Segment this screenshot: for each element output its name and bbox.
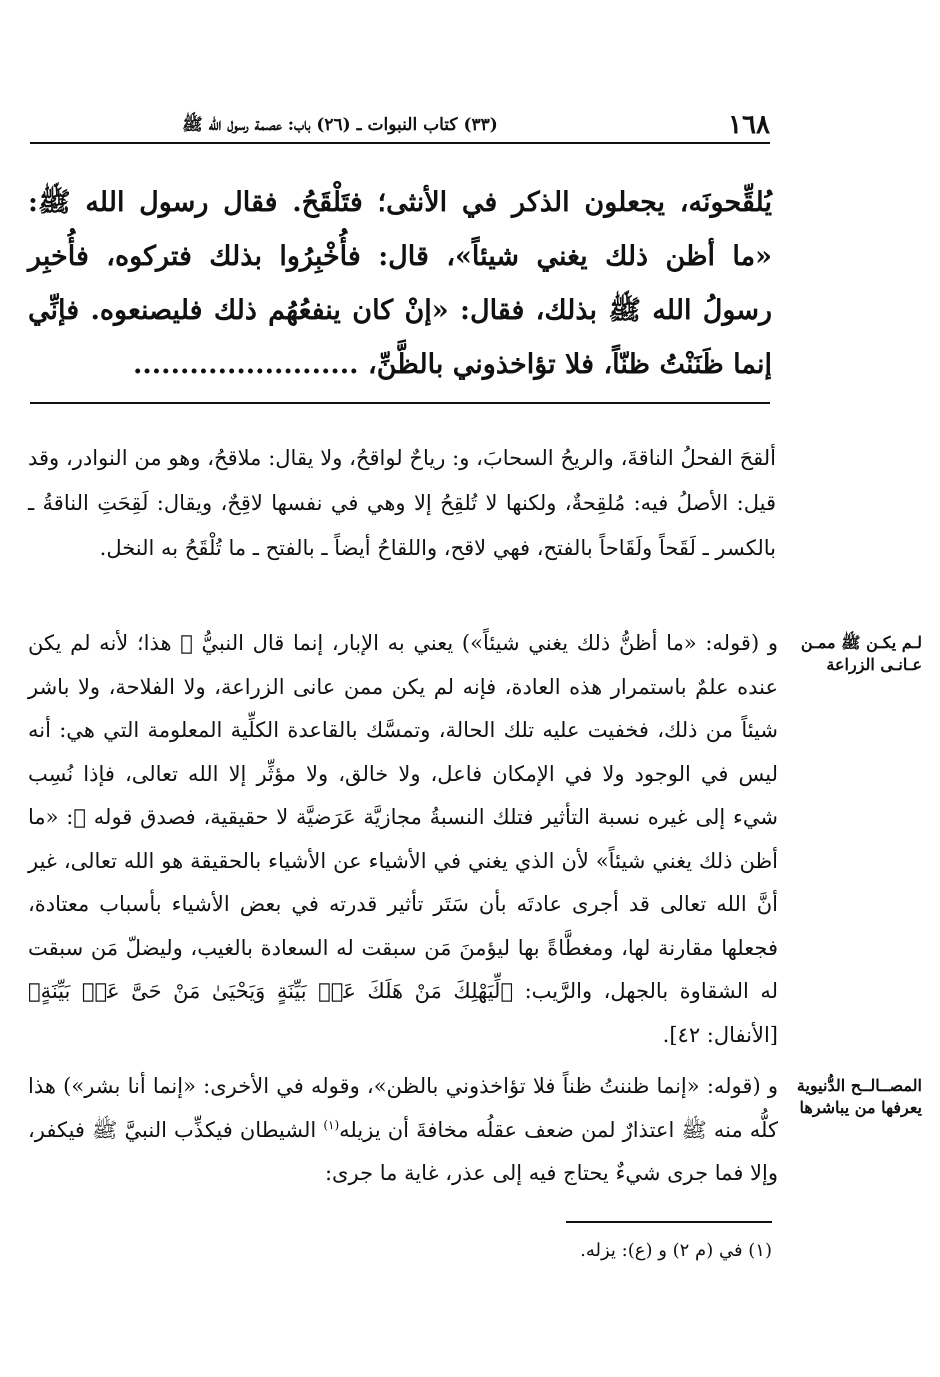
page-header	[30, 108, 770, 144]
running-title: (٣٣) كتاب النبوات ـ (٢٦) باب: عصمة رسول الله ﷺ	[182, 115, 498, 135]
footnote-divider	[566, 1221, 772, 1223]
marginal-heading-agriculture: لـم يكـن ﷺ ممـن عـانـى الزراعة	[800, 633, 922, 674]
marginal-heading-worldly-interests: المصــالــح الدُّنيوية يعرفها من يباشرها	[796, 1076, 922, 1117]
commentary-paragraph-1: و (قوله: «ما أظنُّ ذلك يغني شيئاً») يعني به الإبار، إنما قال النبيُّ ﷺ هذا؛ لأنه لم يكن عنده علمٌ باستمرار هذه العادة، فإنه لم يكن ممن عانى الزراعة، ولا الفلاحة، ولا باشر شيئاً من ذلك، فخفيت عليه تلك الحالة، وتمسَّك بالقاعدة الكلِّية المعلومة التي هي: أنه ليس في الوجود ولا في الإمكان فاعل، ولا خالق، ولا مؤثِّر إلا الله تعالى، فإذا نُسِب شيء إلى غيره نسبة التأثير فتلك النسبةُ مجازيَّة عَرَضيَّة لا حقيقية، فصدق قوله ﷺ: «ما أظن ذلك يغني شيئاً» لأن الذي يغني في الأشياء عن الأشياء بالحقيقة هو الله تعالى، غير أنَّ الله تعالى قد أجرى عادتَه بأن سَتَر تأثير قدرته في بعض الأشياء بأسباب معتادة، فجعلها مقارنة لها، ومغطَّاةً بها ليؤمنَ مَن سبقت له السعادة بالغيب، وليضلّ مَن سبقت له الشقاوة بالجهل، والرَّيب: ﴿لِّيَهْلِكَ مَنْ هَلَكَ عَنۢ بَيِّنَةٍ وَيَحْيَىٰ مَنْ حَىَّ عَنۢ بَيِّنَةٍ﴾ [الأنفال: ٤٢].	[28, 631, 778, 1047]
hadith-text: يُلقِّحونَه، يجعلون الذكر في الأنثى؛ فتَلْقَحُ. فقال رسول الله ﷺ: «ما أظن ذلك يغني شيئاً»، قال: فأُخْبِرُوا بذلك فتركوه، فأُخبِر رسولُ الله ﷺ بذلك، فقال: «إنْ كان ينفعُهُم ذلك فليصنعوه. فإنِّي إنما ظَنَنْتُ ظنّاً، فلا تؤاخذوني بالظَّنِّ،	[28, 187, 772, 380]
commentary-text-part-1: و (قوله: «إنما ظننتُ ظناً فلا تؤاخذوني بالظن»، وقوله في الأخرى: «إنما أنا بشر») هذا كلُّه منه ﷺ اعتذارٌ لمن ضعف عقلُه مخافةَ أن يزيله	[28, 1074, 778, 1142]
gloss-paragraph: ألقحَ الفحلُ الناقةَ، والريحُ السحابَ، و: رياحٌ لواقحُ، ولا يقال: ملاقحُ، وهو من النوادر، وقد قيل: الأصلُ فيه: مُلقِحةٌ، ولكنها لا تُلقِحُ إلا وهي في نفسها لاقِحٌ، ويقال: لَقِحَتِ الناقةُ ـ بالكسر ـ لَقَحاً ولَقَاحاً بالفتح، فهي لاقح، واللقاحُ أيضاً ـ بالفتح ـ ما تُلْقَحُ به النخل.	[28, 446, 776, 560]
footnote-marker: (١)	[323, 1117, 340, 1132]
hadith-text-block	[28, 176, 772, 392]
commentary-text-part-2: الشيطان فيكذِّب النبيَّ ﷺ فيكفر، وإلا فما جرى شيءٌ يحتاج فيه إلى عذر، غاية ما جرى:	[28, 1117, 778, 1185]
page-number: ١٦٨	[728, 110, 770, 140]
section-divider	[30, 402, 770, 404]
commentary-paragraph-2	[28, 1065, 778, 1196]
ellipsis-dots: ........................	[132, 349, 359, 380]
footnote: (١) في (م ٢) و (ع): يزله.	[580, 1240, 772, 1261]
